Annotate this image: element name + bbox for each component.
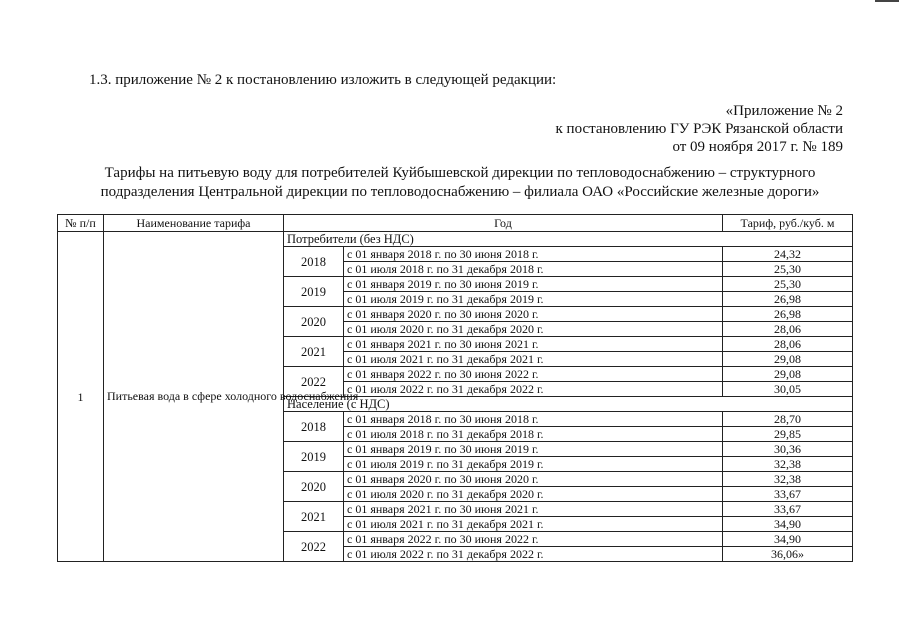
tariff-value: 32,38 [723,472,853,487]
tariff-value: 26,98 [723,292,853,307]
tariff-value: 24,32 [723,247,853,262]
year-cell: 2022 [284,367,344,397]
period-cell: с 01 июля 2020 г. по 31 декабря 2020 г. [344,487,723,502]
table-header-row [58,215,853,232]
tariff-value: 36,06» [723,547,853,562]
group-row [58,232,853,247]
scan-corner-mark [875,0,899,7]
period-cell: с 01 июля 2022 г. по 31 декабря 2022 г. [344,547,723,562]
tariff-value: 33,67 [723,487,853,502]
year-cell: 2021 [284,502,344,532]
tariff-value: 28,70 [723,412,853,427]
tariff-value: 29,08 [723,352,853,367]
period-cell: с 01 января 2021 г. по 30 июня 2021 г. [344,502,723,517]
intro-paragraph: 1.3. приложение № 2 к постановлению изложить в следующей редакции: [89,72,557,88]
tariff-value: 29,85 [723,427,853,442]
title-line-2: подразделения Центральной дирекции по тепловодоснабжению – филиала ОАО «Российские железные дороги» [100,184,820,200]
period-cell: с 01 июля 2019 г. по 31 декабря 2019 г. [344,457,723,472]
tariff-value: 34,90 [723,517,853,532]
year-cell: 2021 [284,337,344,367]
period-cell: с 01 января 2020 г. по 30 июня 2020 г. [344,307,723,322]
header-year: Год [284,215,723,232]
period-cell: с 01 января 2018 г. по 30 июня 2018 г. [344,412,723,427]
tariff-name: Питьевая вода в сфере холодного водоснабжения [104,232,284,562]
row-number: 1 [58,232,104,562]
tariff-value: 26,98 [723,307,853,322]
period-cell: с 01 января 2020 г. по 30 июня 2020 г. [344,472,723,487]
period-cell: с 01 января 2019 г. по 30 июня 2019 г. [344,277,723,292]
tariff-value: 30,05 [723,382,853,397]
tariffs-table [57,214,853,562]
period-cell: с 01 июля 2018 г. по 31 декабря 2018 г. [344,427,723,442]
document-title [60,164,860,202]
tariff-value: 30,36 [723,442,853,457]
tariff-value: 25,30 [723,262,853,277]
appendix-line-1: «Приложение № 2 [725,103,843,119]
tariff-value: 25,30 [723,277,853,292]
period-cell: с 01 июля 2021 г. по 31 декабря 2021 г. [344,517,723,532]
tariff-value: 29,08 [723,367,853,382]
year-cell: 2019 [284,277,344,307]
appendix-reference [556,102,843,156]
header-num: № п/п [58,215,104,232]
tariff-value: 28,06 [723,322,853,337]
period-cell: с 01 июля 2020 г. по 31 декабря 2020 г. [344,322,723,337]
period-cell: с 01 июля 2018 г. по 31 декабря 2018 г. [344,262,723,277]
year-cell: 2020 [284,307,344,337]
year-cell: 2018 [284,412,344,442]
period-cell: с 01 июля 2019 г. по 31 декабря 2019 г. [344,292,723,307]
consumer-group-label: Население (с НДС) [284,397,853,412]
period-cell: с 01 июля 2021 г. по 31 декабря 2021 г. [344,352,723,367]
period-cell: с 01 января 2021 г. по 30 июня 2021 г. [344,337,723,352]
period-cell: с 01 января 2022 г. по 30 июня 2022 г. [344,367,723,382]
appendix-line-2: к постановлению ГУ РЭК Рязанской области [555,121,843,137]
year-cell: 2018 [284,247,344,277]
year-cell: 2022 [284,532,344,562]
header-name: Наименование тарифа [104,215,284,232]
tariff-value: 33,67 [723,502,853,517]
appendix-line-3: от 09 ноября 2017 г. № 189 [672,139,843,155]
year-cell: 2020 [284,472,344,502]
period-cell: с 01 июля 2022 г. по 31 декабря 2022 г. [344,382,723,397]
title-line-1: Тарифы на питьевую воду для потребителей Куйбышевской дирекции по тепловодоснабжению – структурного [104,165,816,181]
header-tariff: Тариф, руб./куб. м [723,215,853,232]
tariff-value: 34,90 [723,532,853,547]
tariff-value: 28,06 [723,337,853,352]
year-cell: 2019 [284,442,344,472]
period-cell: с 01 января 2019 г. по 30 июня 2019 г. [344,442,723,457]
tariff-value: 32,38 [723,457,853,472]
consumer-group-label: Потребители (без НДС) [284,232,853,247]
period-cell: с 01 января 2018 г. по 30 июня 2018 г. [344,247,723,262]
period-cell: с 01 января 2022 г. по 30 июня 2022 г. [344,532,723,547]
table-body [58,232,853,562]
